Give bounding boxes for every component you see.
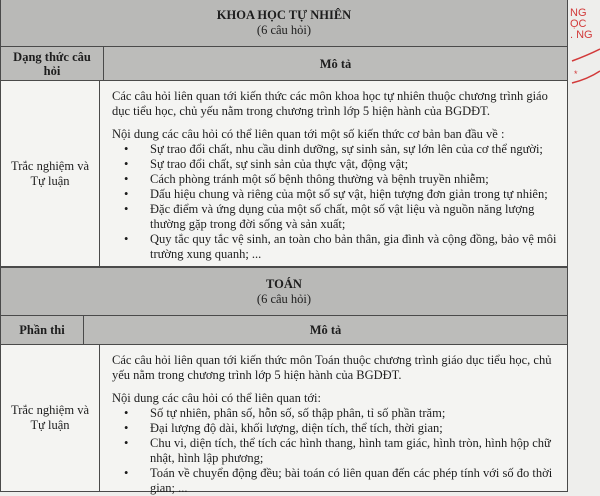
description-intro: Các câu hỏi liên quan tới kiến thức môn Toán thuộc chương trình giáo dục tiểu học, chủ yếu nằm trong chương trình lớp 5 hiện hành của BGDĐT. <box>112 353 552 382</box>
list-item: • Đại lượng độ dài, khối lượng, diện tích, thể tích, thời gian; <box>150 421 557 436</box>
column-header-row <box>1 47 567 81</box>
column-header-part: Phần thi <box>1 316 84 344</box>
svg-text:*: * <box>574 69 578 79</box>
section-header-math <box>1 267 567 316</box>
stamp-arc-icon <box>570 41 600 91</box>
section-title: KHOA HỌC TỰ NHIÊN <box>216 8 352 22</box>
list-item: • Sự trao đổi chất, nhu cầu dinh dưỡng, sự sinh sản, sự lớn lên của cơ thể người; <box>150 142 557 157</box>
list-item: • Dấu hiệu chung và riêng của một số sự vật, hiện tượng đơn giản trong tự nhiên; <box>150 187 557 202</box>
description-lead: Nội dung các câu hỏi có thể liên quan tới: <box>112 391 321 405</box>
description-intro: Các câu hỏi liên quan tới kiến thức các môn khoa học tự nhiên thuộc chương trình giáo dục tiểu học, chủ yếu nằm trong chương trình lớp 5 hiện hành của BGDĐT. <box>112 89 548 118</box>
list-item: • Số tự nhiên, phân số, hỗn số, số thập phân, tỉ số phần trăm; <box>150 406 557 421</box>
column-header-description: Mô tả <box>319 56 352 71</box>
table-row <box>1 81 567 267</box>
column-header-description: Mô tả <box>309 323 342 337</box>
topic-list <box>112 406 557 496</box>
list-item: • Quy tắc quy tắc vệ sinh, an toàn cho bản thân, gia đình và cộng đồng, bảo vệ môi trường xung quanh; ... <box>150 232 557 262</box>
section-header-science <box>1 0 567 47</box>
question-type: Trắc nghiệm và Tự luận <box>1 81 100 266</box>
question-type: Trắc nghiệm và Tự luận <box>1 345 100 491</box>
red-stamp-fragment <box>570 8 600 98</box>
stamp-text: NG <box>570 7 587 19</box>
list-item: • Sự trao đổi chất, sự sinh sản của thực vật, động vật; <box>150 157 557 172</box>
list-item: • Đặc điểm và ứng dụng của một số chất, một số vật liệu và nguồn năng lượng thường gặp trong đời sống và sản xuất; <box>150 202 557 232</box>
section-subtitle: (6 câu hỏi) <box>256 23 312 37</box>
stamp-text: . NG <box>570 29 593 41</box>
section-subtitle: (6 câu hỏi) <box>256 291 312 306</box>
description-cell <box>100 81 567 266</box>
stamp-text: ỌC <box>570 18 587 30</box>
list-item: • Toán về chuyển động đều; bài toán có liên quan đến các phép tính với số đo thời gian; ... <box>150 466 557 496</box>
list-item: • Chu vi, diện tích, thể tích các hình thang, hình tam giác, hình tròn, hình hộp chữ nhật, hình lập phương; <box>150 436 557 466</box>
list-item: • Cách phòng tránh một số bệnh thông thường và bệnh truyền nhiễm; <box>150 172 557 187</box>
table-row <box>1 345 567 495</box>
section-title: TOÁN <box>266 276 302 291</box>
column-header-row <box>1 316 567 345</box>
description-cell <box>100 345 567 495</box>
topic-list <box>112 142 557 262</box>
description-lead: Nội dung các câu hỏi có thể liên quan tới một số kiến thức cơ bản ban đầu về : <box>112 127 505 141</box>
column-header-type: Dạng thức câu hỏi <box>1 47 104 80</box>
